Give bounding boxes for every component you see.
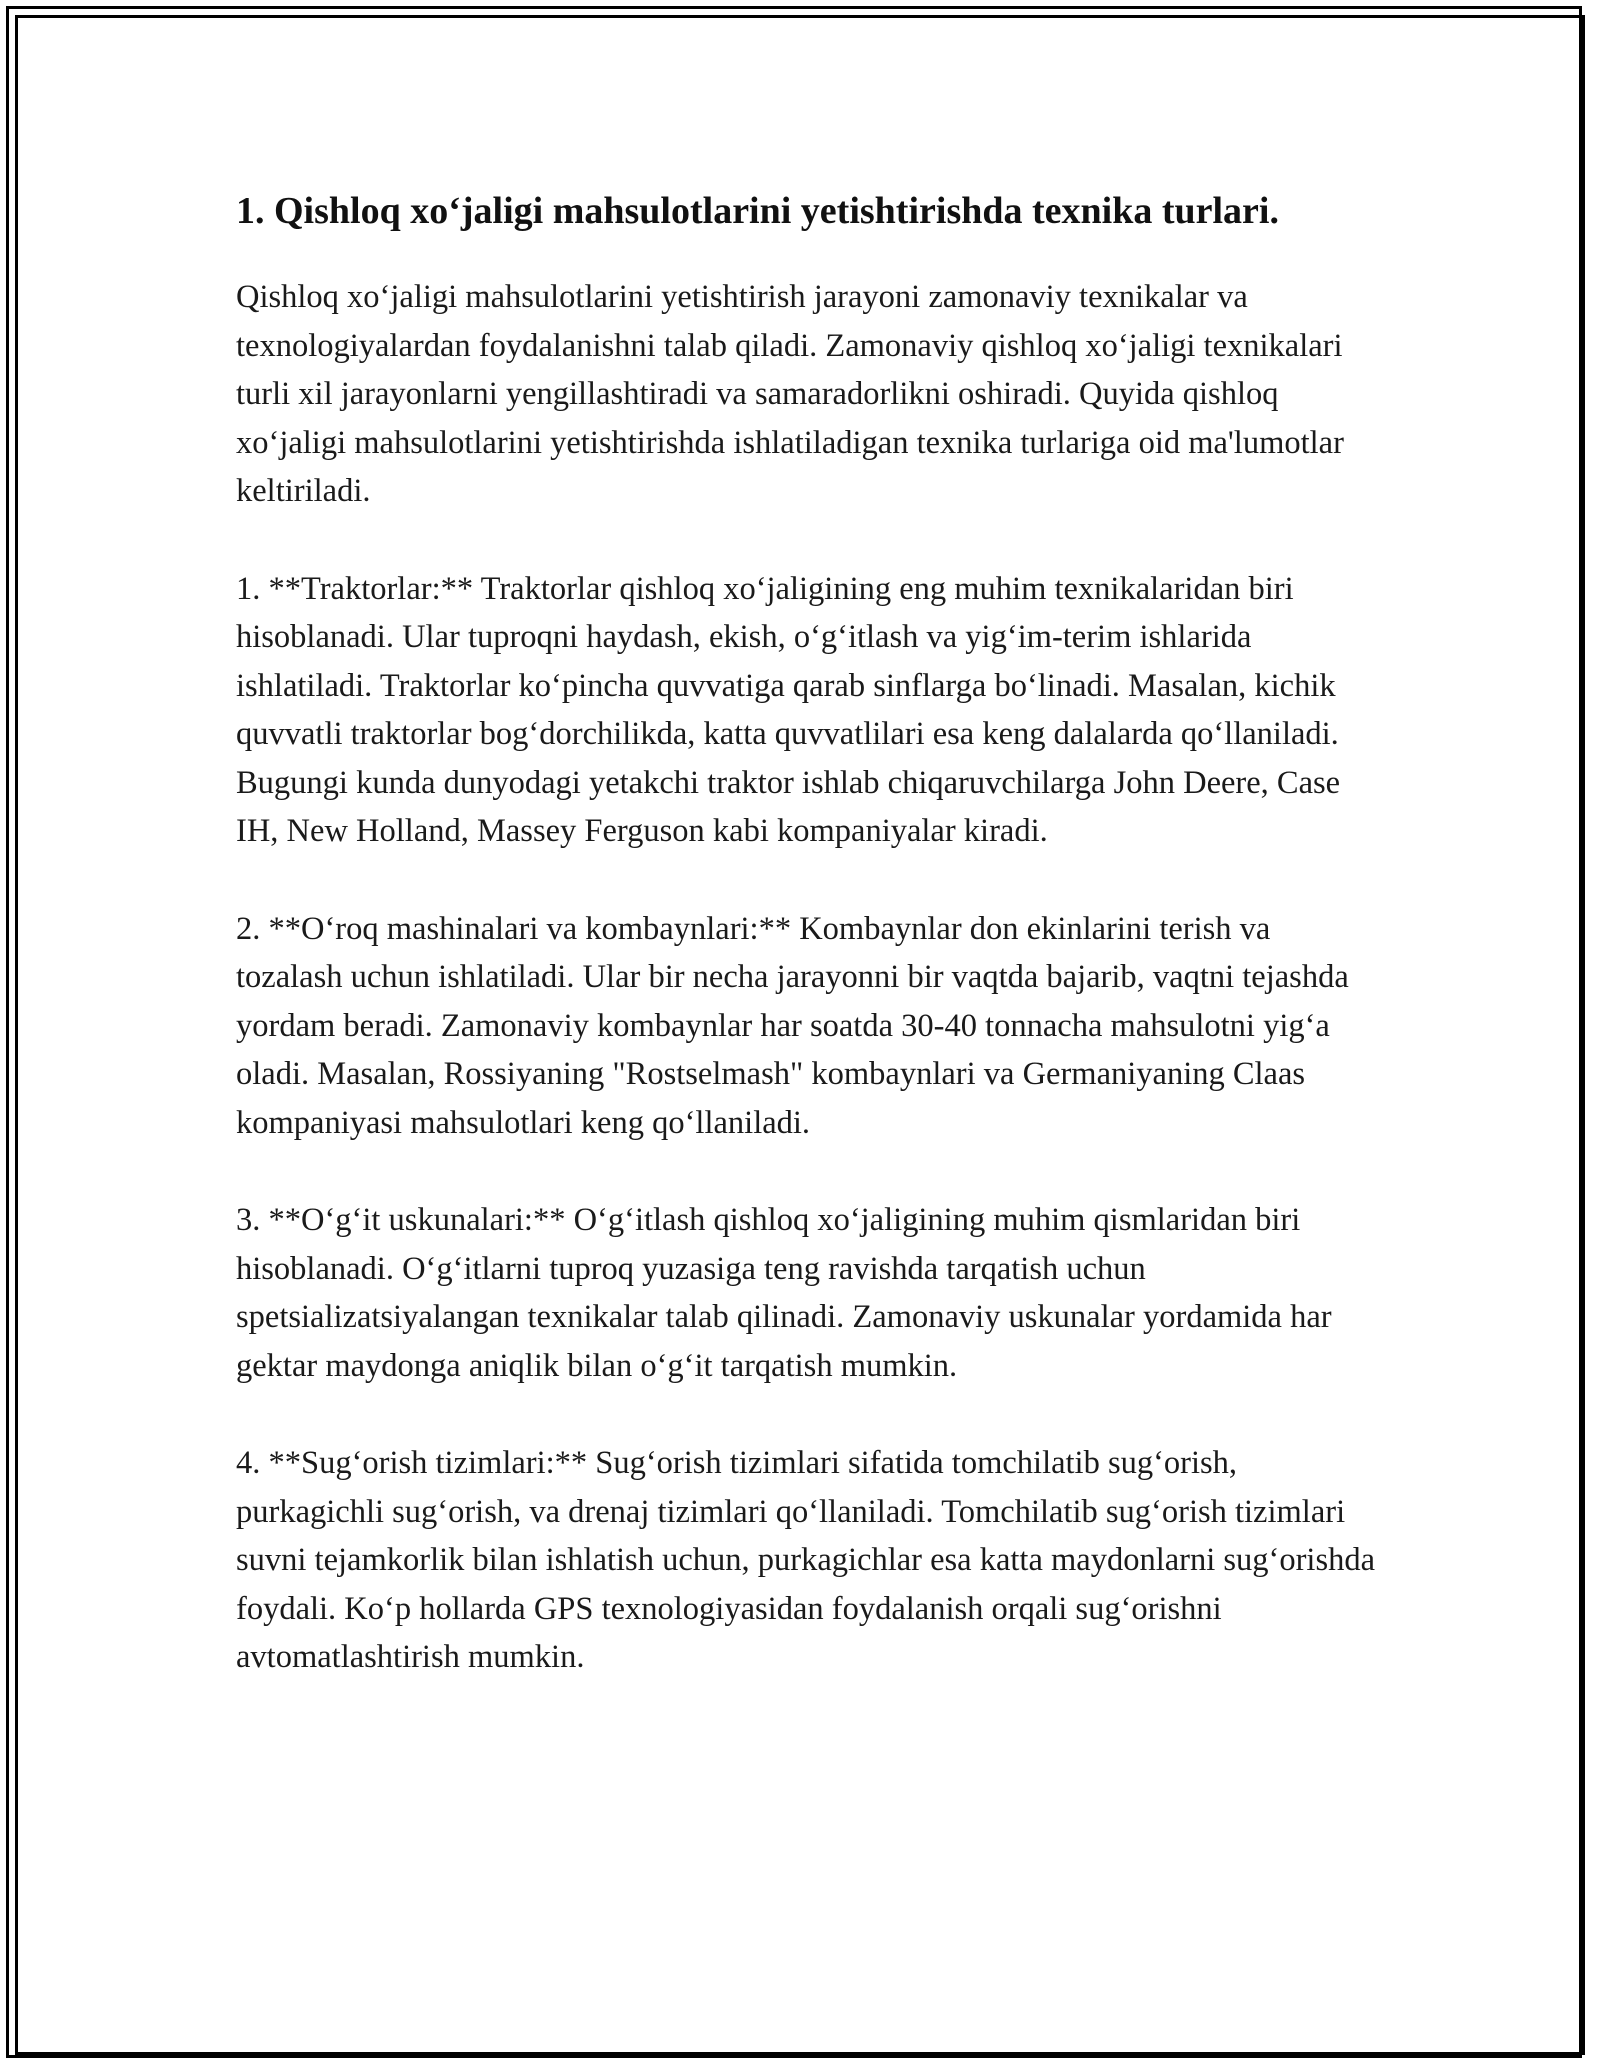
document-body bbox=[236, 186, 1376, 1731]
list-item-combines: 2. **O‘roq mashinalari va kombaynlari:** Kombaynlar don ekinlarini terish va tozalash uchun ishlatiladi. Ular bir necha jarayonni bir vaqtda bajarib, vaqtni tejashda yordam beradi. Zamonaviy kombaynlar har soatda 30-40 tonnacha mahsulotni yig‘a oladi. Masalan, Rossiyaning "Rostselmash" kombaynlari va Germaniyaning Claas kompaniyasi mahsulotlari keng qo‘llaniladi. bbox=[236, 910, 1349, 1141]
list-item-tractors: 1. **Traktorlar:** Traktorlar qishloq xo‘jaligining eng muhim texnikalaridan biri hisoblanadi. Ular tuproqni haydash, ekish, o‘g‘itlash va yig‘im-terim ishlarida ishlatiladi. Traktorlar ko‘pincha quvvatiga qarab sinflarga bo‘linadi. Masalan, kichik quvvatli traktorlar bog‘dorchilikda, katta quvvatlilari esa keng dalalarda qo‘llaniladi. Bugungi kunda dunyodagi yetakchi traktor ishlab chiqaruvchilarga John Deere, Case IH, New Holland, Massey Ferguson kabi kompaniyalar kiradi. bbox=[236, 570, 1341, 849]
document-title: 1. Qishloq xo‘jaligi mahsulotlarini yetishtirishda texnika turlari. bbox=[236, 190, 1279, 232]
list-item-fertilizer-equipment: 3. **O‘g‘it uskunalari:** O‘g‘itlash qishloq xo‘jaligining muhim qismlaridan biri hisoblanadi. O‘g‘itlarni tuproq yuzasiga teng ravishda tarqatish uchun spetsializatsiyalangan texnikalar talab qilinadi. Zamonaviy uskunalar yordamida har gektar maydonga aniqlik bilan o‘g‘it tarqatish mumkin. bbox=[236, 1202, 1332, 1384]
intro-paragraph: Qishloq xo‘jaligi mahsulotlarini yetishtirish jarayoni zamonaviy texnikalar va texnologiyalardan foydalanishni talab qiladi. Zamonaviy qishloq xo‘jaligi texnikalari turli xil jarayonlarni yengillashtiradi va samaradorlikni oshiradi. Quyida qishloq xo‘jaligi mahsulotlarini yetishtirishda ishlatiladigan texnika turlariga oid ma'lumotlar keltiriladi. bbox=[236, 279, 1344, 509]
list-item-irrigation-systems: 4. **Sug‘orish tizimlari:** Sug‘orish tizimlari sifatida tomchilatib sug‘orish, purkagichli sug‘orish, va drenaj tizimlari qo‘llaniladi. Tomchilatib sug‘orish tizimlari suvni tejamkorlik bilan ishlatish uchun, purkagichlar esa katta maydonlarni sug‘orishda foydali. Ko‘p hollarda GPS texnologiyasidan foydalanish orqali sug‘orishni avtomatlashtirish mumkin. bbox=[236, 1445, 1376, 1675]
